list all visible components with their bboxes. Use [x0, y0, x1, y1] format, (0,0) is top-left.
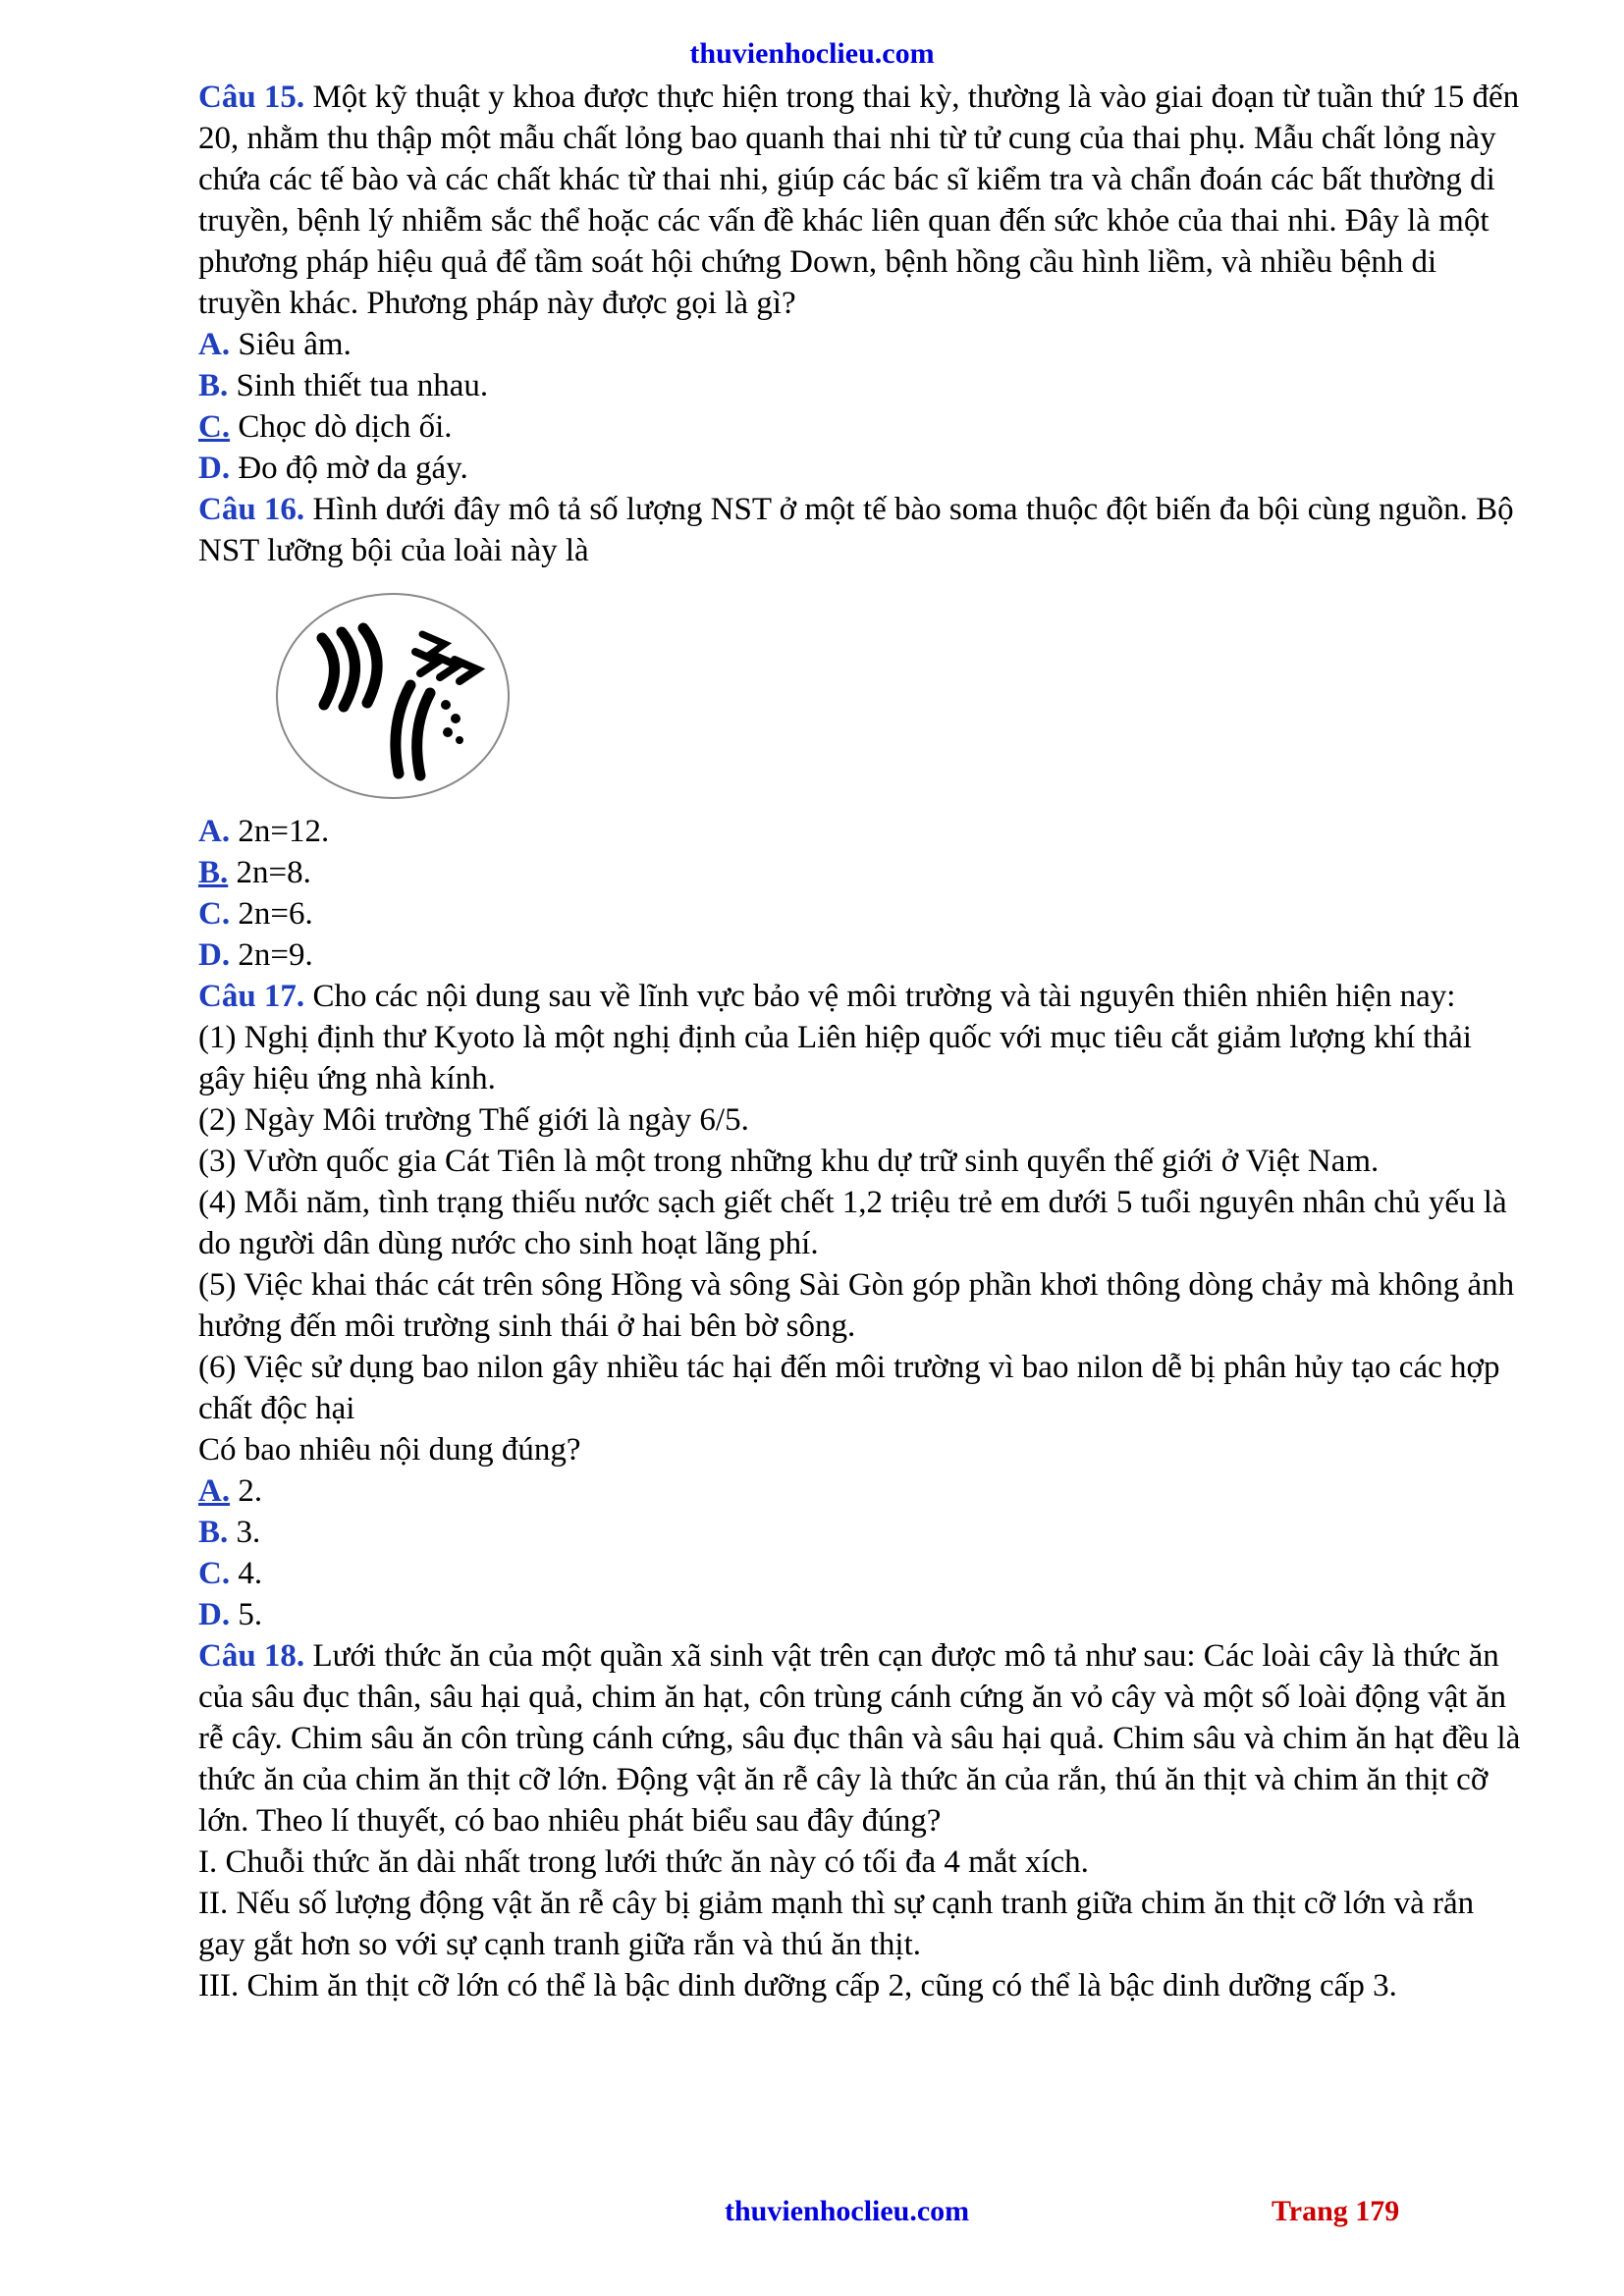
question-prompt: Có bao nhiêu nội dung đúng? — [198, 1432, 581, 1468]
question-text: Một kỹ thuật y khoa được thực hiện trong thai kỳ, thường là vào giai đoạn từ tuần thứ 15 đến 20, nhằm thu thập một mẫu chất lỏng bao quanh thai nhi từ tử cung của thai phụ. Mẫu chất lỏng này chứa các tế bào và các chất khác từ thai nhi, giúp các bác sĩ kiểm tra và chẩn đoán các bất thường di truyền, bệnh lý nhiễm sắc thể hoặc các vấn đề khác liên quan đến sức khỏe của thai nhi. Đây là một phương pháp hiệu quả để tầm soát hội chứng Down, bệnh hồng cầu hình liềm, và nhiều bệnh di truyền khác. Phương pháp này được gọi là gì? — [198, 80, 1520, 321]
option-d: D. Đo độ mờ da gáy. — [198, 451, 468, 486]
option-d: D. 2n=9. — [198, 937, 313, 973]
question-text: Lưới thức ăn của một quần xã sinh vật trên cạn được mô tả như sau: Các loài cây là thức ăn của sâu đục thân, sâu hại quả, chim ăn hạt, côn trùng cánh cứng ăn vỏ cây và một số loài động vật ăn rễ cây. Chim sâu ăn côn trùng cánh cứng, sâu đục thân và sâu hại quả. Chim sâu và chim ăn hạt đều là thức ăn của chim ăn thịt cỡ lớn. Động vật ăn rễ cây là thức ăn của rắn, thú ăn thịt và chim ăn thịt cỡ lớn. Theo lí thuyết, có bao nhiêu phát biểu sau đây đúng? — [198, 1638, 1521, 1839]
statement-line: (1) Nghị định thư Kyoto là một nghị định của Liên hiệp quốc với mục tiêu cắt giảm lượng khí thải gây hiệu ứng nhà kính. — [198, 1020, 1472, 1096]
page-number: Trang 179 — [1272, 2195, 1400, 2227]
question-label: Câu 16. — [198, 492, 305, 527]
option-a: A. 2n=12. — [198, 814, 330, 849]
statement-line: II. Nếu số lượng động vật ăn rễ cây bị giảm mạnh thì sự cạnh tranh giữa chim ăn thịt cỡ lớn và rắn gay gắt hơn so với sự cạnh tranh giữa rắn và thú ăn thịt. — [198, 1886, 1475, 1962]
question-text: Hình dưới đây mô tả số lượng NST ở một tế bào soma thuộc đột biến đa bội cùng nguồn. Bộ NST lưỡng bội của loài này là — [198, 492, 1514, 568]
question-15 — [198, 77, 1524, 324]
question-16 — [198, 489, 1524, 571]
question-label: Câu 17. — [198, 979, 305, 1014]
statement-line: (6) Việc sử dụng bao nilon gây nhiều tác hại đến môi trường vì bao nilon dễ bị phân hủy tạo các hợp chất độc hại — [198, 1350, 1500, 1426]
question-17 — [198, 976, 1524, 1017]
question-18 — [198, 1635, 1524, 1842]
chromosome-cell-illustration-icon — [273, 587, 518, 805]
option-c: C. 4. — [198, 1556, 263, 1591]
statement-line: (3) Vườn quốc gia Cát Tiên là một trong những khu dự trữ sinh quyển thế giới ở Việt Nam. — [198, 1144, 1380, 1179]
statement-line: (5) Việc khai thác cát trên sông Hồng và sông Sài Gòn góp phần khơi thông dòng chảy mà không ảnh hưởng đến môi trường sinh thái ở hai bên bờ sông. — [198, 1267, 1515, 1344]
option-a-correct: A. 2. — [198, 1473, 263, 1509]
header-site-link[interactable]: thuvienhoclieu.com — [689, 37, 935, 70]
statement-line: III. Chim ăn thịt cỡ lớn có thể là bậc dinh dưỡng cấp 2, cũng có thể là bậc dinh dưỡng cấp 3. — [198, 1968, 1397, 2003]
option-d: D. 5. — [198, 1597, 263, 1632]
option-c: C. 2n=6. — [198, 896, 313, 932]
option-a: A. Siêu âm. — [198, 327, 352, 362]
statement-line: (4) Mỗi năm, tình trạng thiếu nước sạch giết chết 1,2 triệu trẻ em dưới 5 tuổi nguyên nhân chủ yếu là do người dân dùng nước cho sinh hoạt lãng phí. — [198, 1185, 1507, 1261]
statement-line: (2) Ngày Môi trường Thế giới là ngày 6/5. — [198, 1102, 749, 1138]
question-label: Câu 18. — [198, 1638, 305, 1674]
option-c-correct: C. Chọc dò dịch ối. — [198, 409, 453, 445]
statement-line: I. Chuỗi thức ăn dài nhất trong lưới thức ăn này có tối đa 4 mắt xích. — [198, 1844, 1089, 1880]
question-text: Cho các nội dung sau về lĩnh vực bảo vệ môi trường và tài nguyên thiên nhiên hiện nay: — [304, 979, 1456, 1014]
document-body — [198, 77, 1524, 2006]
option-b-correct: B. 2n=8. — [198, 855, 311, 890]
option-b: B. Sinh thiết tua nhau. — [198, 368, 489, 403]
option-b: B. 3. — [198, 1515, 261, 1550]
footer-site-link[interactable]: thuvienhoclieu.com — [725, 2195, 970, 2227]
question-label: Câu 15. — [198, 80, 305, 115]
